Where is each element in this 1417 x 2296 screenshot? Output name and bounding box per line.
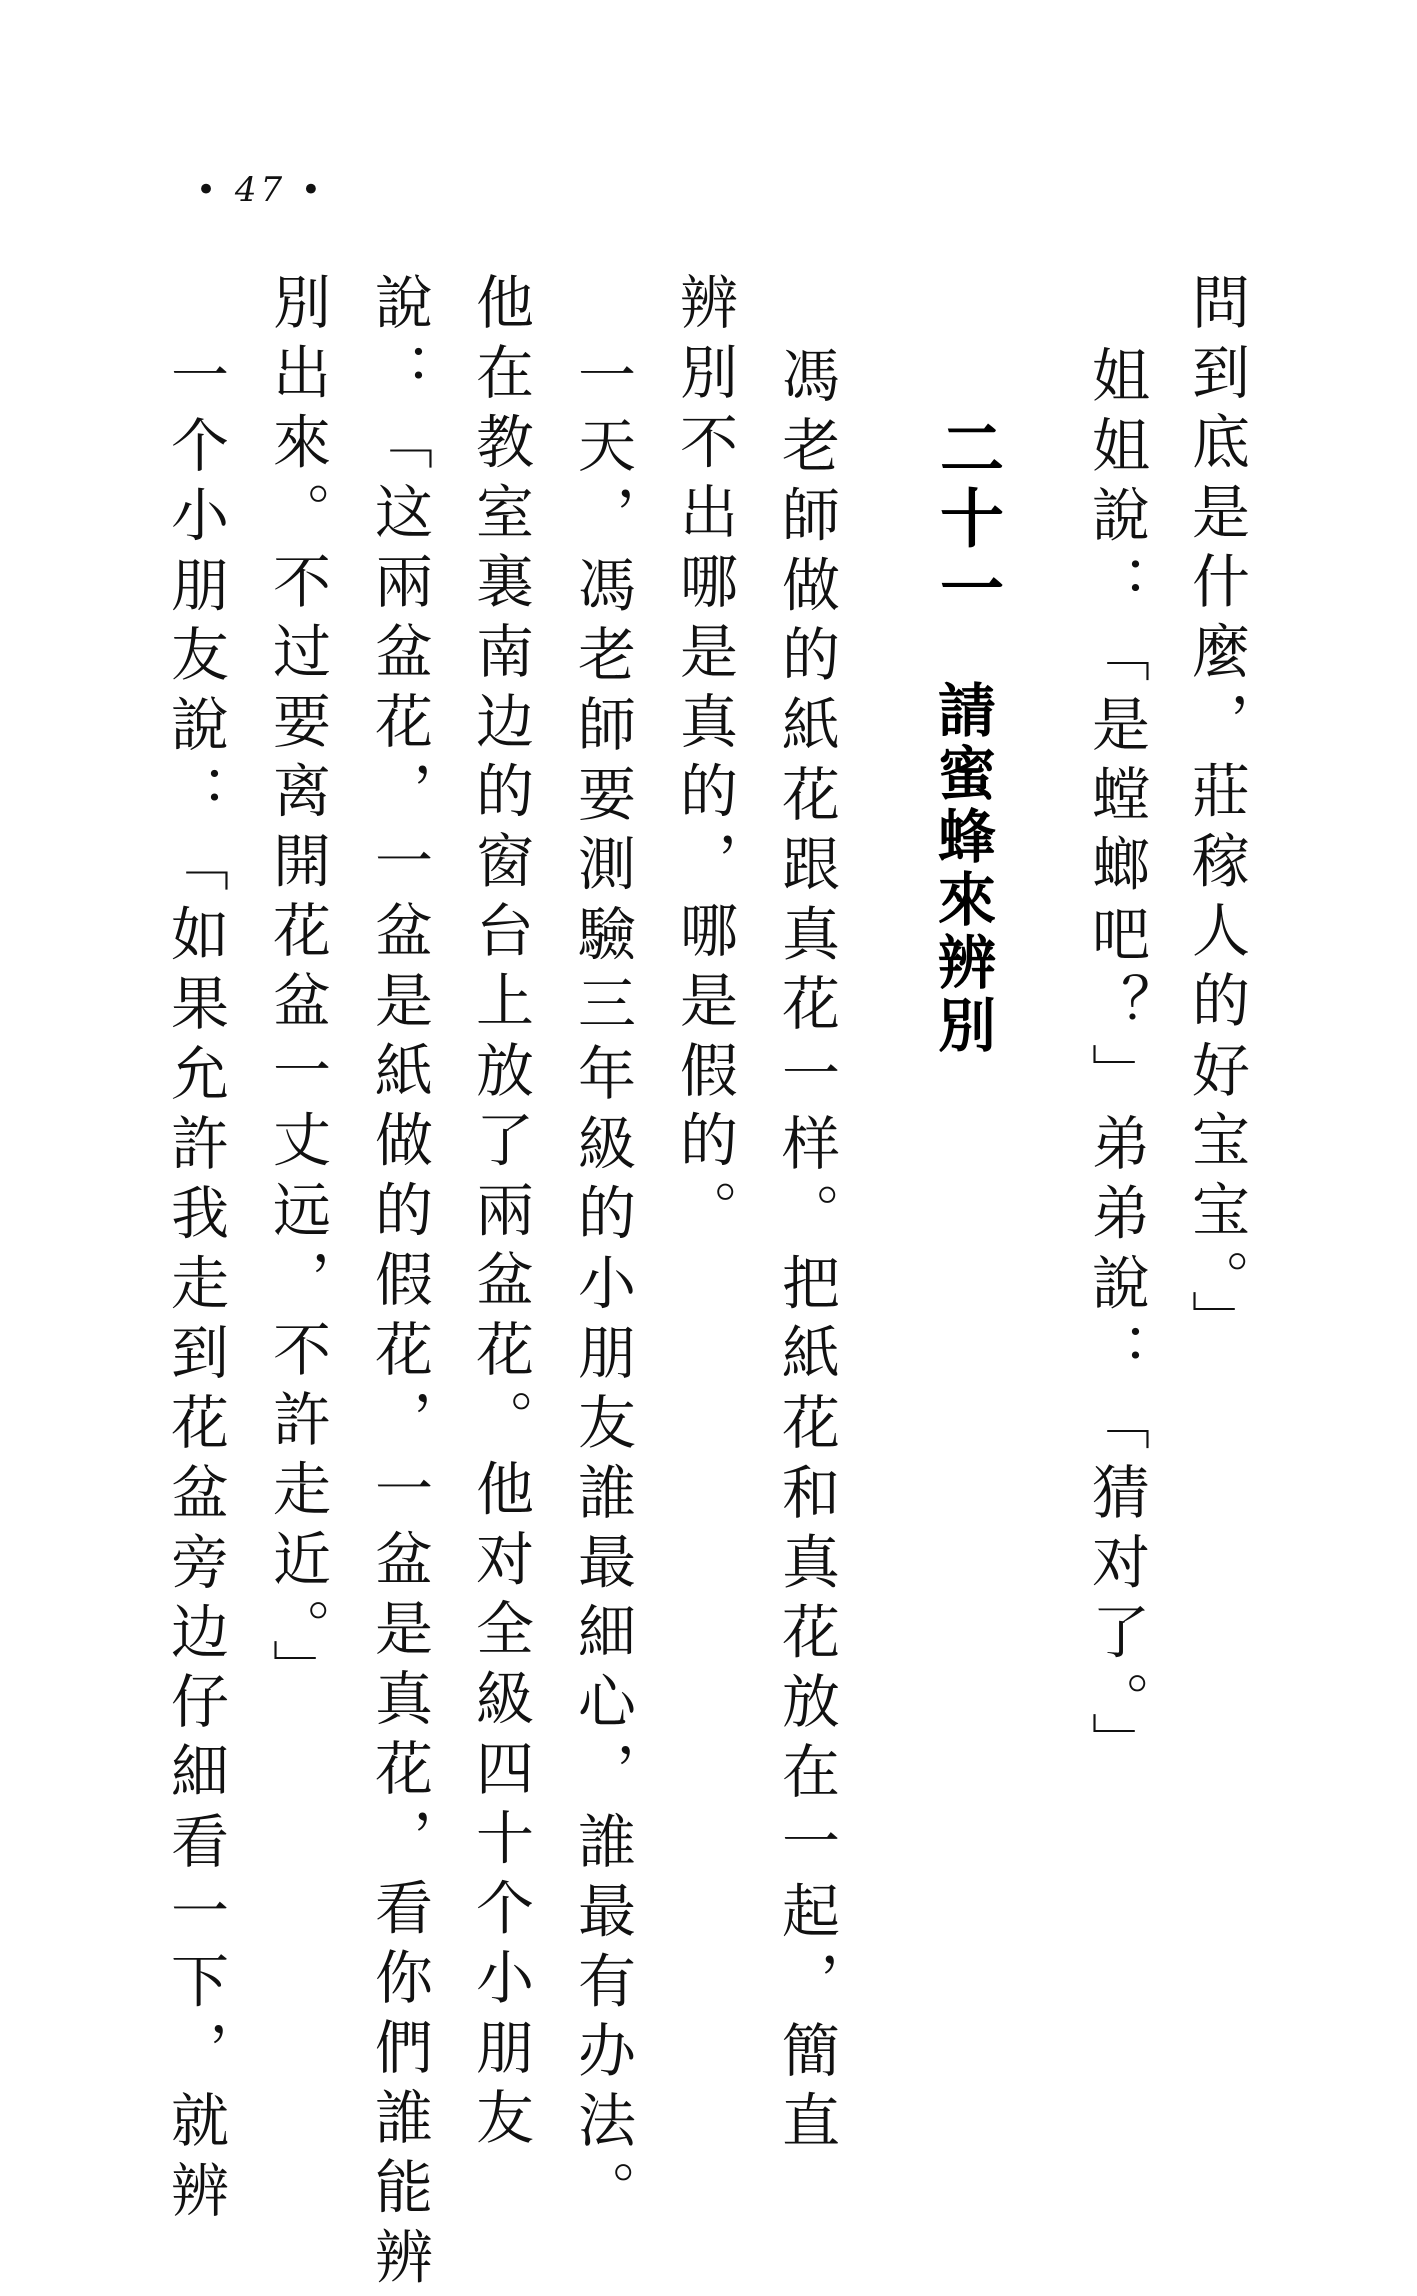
text-column-9: 一个小朋友說：「如果允許我走到花盆旁边仔細看一下，就辨 — [161, 345, 229, 2230]
chapter-number: 二十一 — [929, 415, 1003, 625]
text-column-6: 他在教室裏南边的窗台上放了兩盆花。他对全級四十个小朋友 — [466, 272, 534, 2157]
text-column-4: 辨別不出哪是真的，哪是假的。 — [670, 272, 738, 1250]
text-column-8: 別出來。不过要离開花盆一丈远，不許走近。」 — [263, 272, 331, 1709]
text-column-3: 馮老師做的紙花跟真花一样。把紙花和真花放在一起，簡直 — [772, 345, 840, 2160]
text-column-7: 說：「这兩盆花，一盆是紙做的假花，一盆是真花，看你們誰能辨 — [365, 272, 433, 2296]
chapter-title: 請蜜蜂來辨別 — [928, 680, 996, 1058]
page-number: • 47 • — [196, 170, 325, 210]
text-column-2: 姐姐說：「是螳螂吧？」弟弟說：「猜对了。」 — [1082, 345, 1150, 1782]
text-column-1: 問到底是什麼，莊稼人的好宝宝。」 — [1182, 272, 1250, 1360]
text-column-5: 一天，馮老師要測驗三年級的小朋友誰最細心，誰最有办法。 — [568, 345, 636, 2230]
